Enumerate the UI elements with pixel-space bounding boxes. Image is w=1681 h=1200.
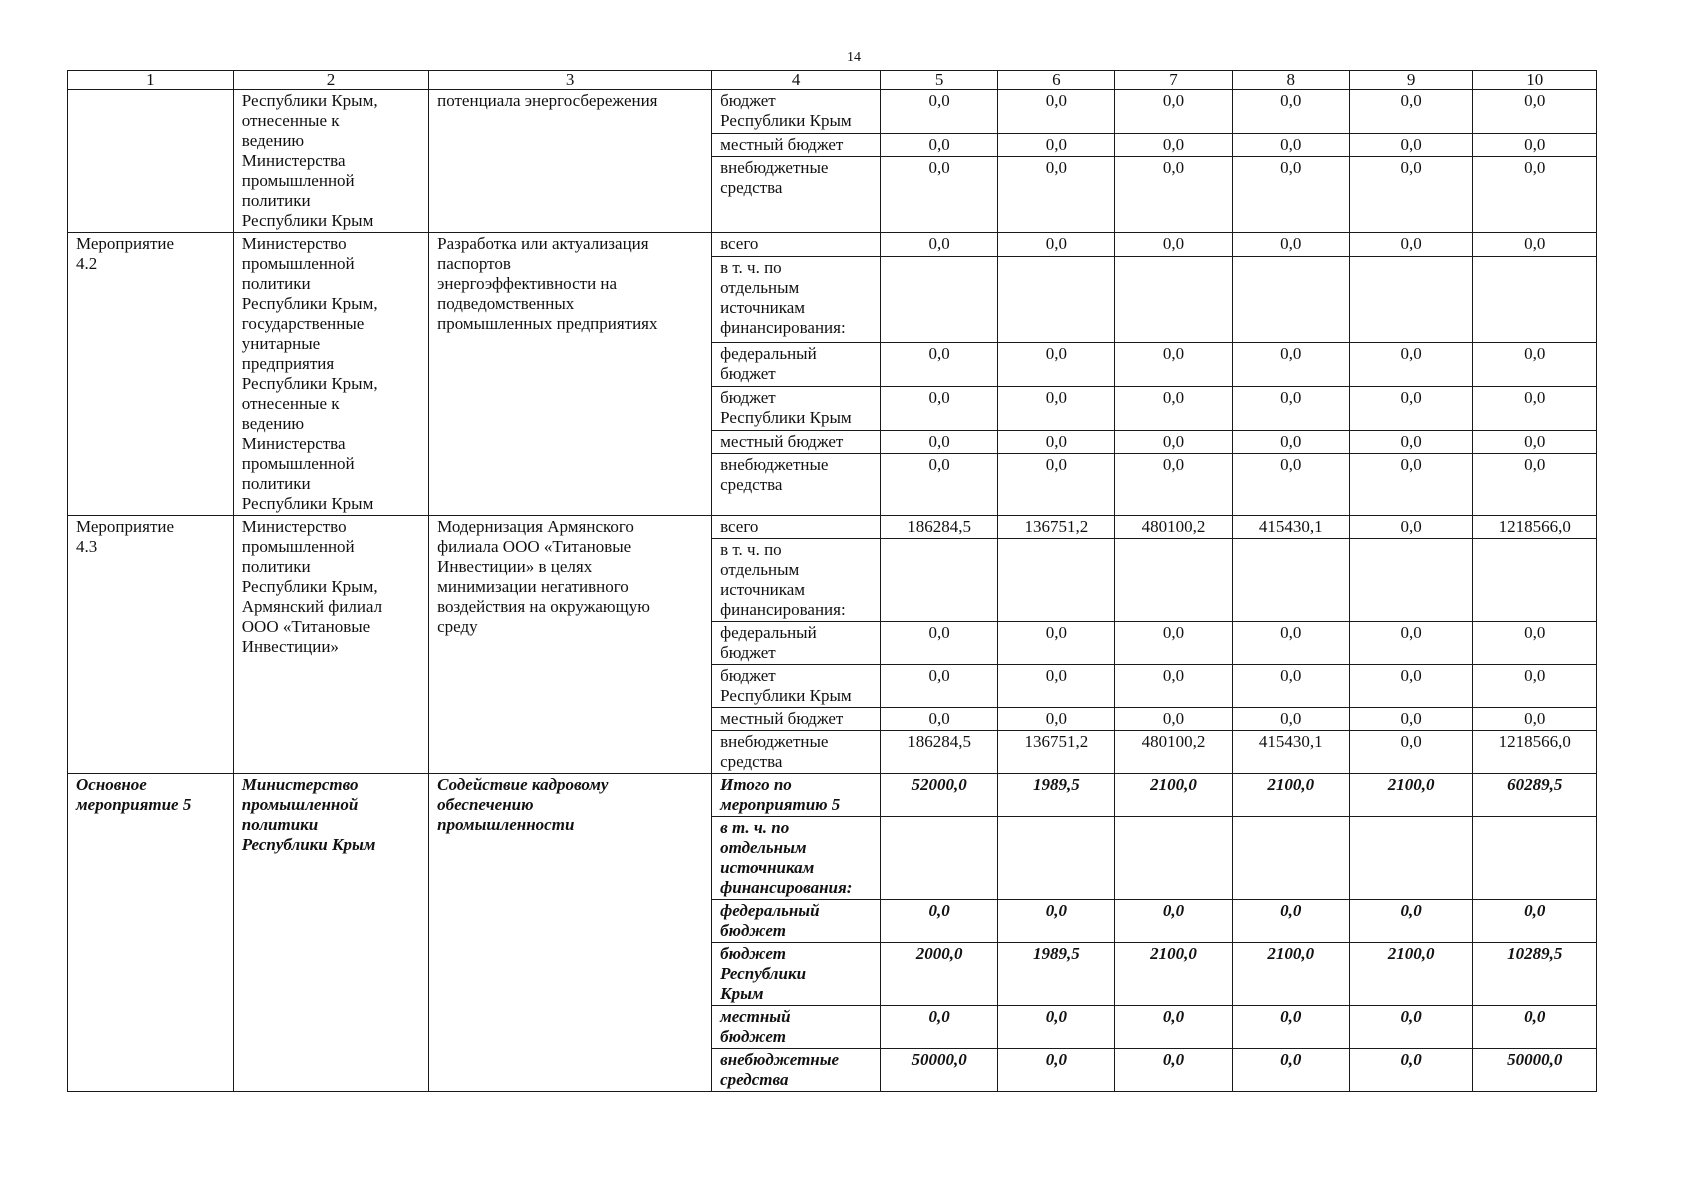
- value-cell: 0,0: [1349, 622, 1473, 665]
- value-cell: 0,0: [1115, 665, 1232, 708]
- table-row: [68, 90, 1597, 134]
- value-cell: [1232, 817, 1349, 900]
- column-header: 4: [712, 71, 881, 90]
- value-cell: 0,0: [1232, 622, 1349, 665]
- executor-cell: Министерство промышленной политики Республики Крым, Армянский филиал ООО «Титановые Инвестиции»: [233, 516, 428, 774]
- value-cell: 0,0: [881, 233, 998, 257]
- value-cell: 0,0: [1232, 233, 1349, 257]
- value-cell: [1473, 817, 1597, 900]
- value-cell: [881, 539, 998, 622]
- value-cell: 0,0: [1232, 386, 1349, 430]
- value-cell: 0,0: [1115, 386, 1232, 430]
- value-cell: 2100,0: [1232, 943, 1349, 1006]
- value-cell: 0,0: [1232, 900, 1349, 943]
- value-cell: [1473, 256, 1597, 342]
- value-cell: 0,0: [998, 1049, 1115, 1092]
- value-cell: [1473, 539, 1597, 622]
- column-header: 10: [1473, 71, 1597, 90]
- value-cell: 0,0: [1473, 430, 1597, 454]
- value-cell: 0,0: [1473, 90, 1597, 134]
- value-cell: 0,0: [881, 430, 998, 454]
- value-cell: 0,0: [1115, 708, 1232, 731]
- value-cell: 0,0: [1232, 133, 1349, 156]
- funding-source-cell: всего: [712, 233, 881, 257]
- value-cell: [1115, 256, 1232, 342]
- value-cell: 50000,0: [881, 1049, 998, 1092]
- column-header: 8: [1232, 71, 1349, 90]
- value-cell: 0,0: [881, 90, 998, 134]
- column-header: 7: [1115, 71, 1232, 90]
- value-cell: 480100,2: [1115, 731, 1232, 774]
- value-cell: 0,0: [881, 1006, 998, 1049]
- value-cell: 0,0: [1232, 1049, 1349, 1092]
- value-cell: [881, 256, 998, 342]
- value-cell: 0,0: [1232, 430, 1349, 454]
- funding-source-cell: в т. ч. по отдельным источникам финансирования:: [712, 539, 881, 622]
- value-cell: 0,0: [1349, 1006, 1473, 1049]
- value-cell: 0,0: [881, 622, 998, 665]
- value-cell: 0,0: [1115, 430, 1232, 454]
- funding-source-cell: федеральный бюджет: [712, 622, 881, 665]
- value-cell: 2100,0: [1349, 774, 1473, 817]
- value-cell: 60289,5: [1473, 774, 1597, 817]
- value-cell: 0,0: [998, 665, 1115, 708]
- value-cell: 0,0: [1349, 900, 1473, 943]
- column-header: 6: [998, 71, 1115, 90]
- value-cell: 2000,0: [881, 943, 998, 1006]
- value-cell: 0,0: [1349, 516, 1473, 539]
- funding-source-cell: Итого по мероприятию 5: [712, 774, 881, 817]
- column-header: 5: [881, 71, 998, 90]
- value-cell: 1218566,0: [1473, 731, 1597, 774]
- value-cell: 0,0: [1349, 342, 1473, 386]
- value-cell: 480100,2: [1115, 516, 1232, 539]
- value-cell: 0,0: [1232, 90, 1349, 134]
- header-row: [68, 71, 1597, 90]
- value-cell: 0,0: [1473, 233, 1597, 257]
- value-cell: 0,0: [1232, 665, 1349, 708]
- value-cell: 0,0: [881, 665, 998, 708]
- value-cell: 0,0: [881, 342, 998, 386]
- executor-cell: Министерство промышленной политики Республики Крым, государственные унитарные предприятия Республики Крым, отнесенные к ведению Министерства промышленной политики Республики Крым: [233, 233, 428, 516]
- value-cell: 0,0: [1115, 1049, 1232, 1092]
- value-cell: 0,0: [881, 386, 998, 430]
- page-number: 14: [847, 50, 861, 65]
- value-cell: 415430,1: [1232, 516, 1349, 539]
- description-cell: Модернизация Армянского филиала ООО «Титановые Инвестиции» в целях минимизации негативного воздействия на окружающую среду: [429, 516, 712, 774]
- funding-source-cell: в т. ч. по отдельным источникам финансирования:: [712, 817, 881, 900]
- value-cell: 0,0: [1349, 386, 1473, 430]
- column-header: 3: [429, 71, 712, 90]
- value-cell: 0,0: [881, 900, 998, 943]
- value-cell: 0,0: [1232, 157, 1349, 233]
- funding-source-cell: бюджет Республики Крым: [712, 943, 881, 1006]
- funding-source-cell: внебюджетные средства: [712, 1049, 881, 1092]
- value-cell: 0,0: [1473, 900, 1597, 943]
- value-cell: 0,0: [998, 157, 1115, 233]
- value-cell: 1989,5: [998, 774, 1115, 817]
- funding-source-cell: местный бюджет: [712, 1006, 881, 1049]
- funding-source-cell: местный бюджет: [712, 430, 881, 454]
- value-cell: 0,0: [1473, 386, 1597, 430]
- value-cell: 0,0: [1349, 157, 1473, 233]
- value-cell: 0,0: [998, 342, 1115, 386]
- value-cell: 0,0: [881, 454, 998, 516]
- value-cell: 0,0: [1349, 430, 1473, 454]
- value-cell: 136751,2: [998, 731, 1115, 774]
- measure-cell: Мероприятие 4.3: [68, 516, 234, 774]
- value-cell: 0,0: [998, 1006, 1115, 1049]
- value-cell: [1232, 539, 1349, 622]
- value-cell: 0,0: [1473, 133, 1597, 156]
- value-cell: [1232, 256, 1349, 342]
- value-cell: 0,0: [881, 708, 998, 731]
- value-cell: 136751,2: [998, 516, 1115, 539]
- column-header: 2: [233, 71, 428, 90]
- value-cell: 2100,0: [1115, 943, 1232, 1006]
- value-cell: 0,0: [998, 90, 1115, 134]
- value-cell: 0,0: [1115, 133, 1232, 156]
- value-cell: 415430,1: [1232, 731, 1349, 774]
- value-cell: 0,0: [881, 133, 998, 156]
- value-cell: 0,0: [1349, 233, 1473, 257]
- funding-source-cell: бюджет Республики Крым: [712, 665, 881, 708]
- value-cell: 0,0: [1473, 157, 1597, 233]
- value-cell: 0,0: [998, 900, 1115, 943]
- value-cell: 0,0: [1115, 90, 1232, 134]
- funding-source-cell: федеральный бюджет: [712, 900, 881, 943]
- value-cell: 52000,0: [881, 774, 998, 817]
- value-cell: 0,0: [1232, 1006, 1349, 1049]
- measure-cell: [68, 90, 234, 233]
- value-cell: 0,0: [998, 622, 1115, 665]
- funding-source-cell: федеральный бюджет: [712, 342, 881, 386]
- value-cell: 0,0: [1473, 665, 1597, 708]
- funding-source-cell: всего: [712, 516, 881, 539]
- description-cell: Разработка или актуализация паспортов энергоэффективности на подведомственных промышленных предприятиях: [429, 233, 712, 516]
- value-cell: 50000,0: [1473, 1049, 1597, 1092]
- funding-source-cell: местный бюджет: [712, 708, 881, 731]
- value-cell: 0,0: [1349, 90, 1473, 134]
- value-cell: 0,0: [1349, 665, 1473, 708]
- measure-cell: Мероприятие 4.2: [68, 233, 234, 516]
- description-cell: потенциала энергосбережения: [429, 90, 712, 233]
- value-cell: 0,0: [998, 454, 1115, 516]
- value-cell: [1115, 817, 1232, 900]
- description-cell: Содействие кадровому обеспечению промышленности: [429, 774, 712, 1092]
- value-cell: [998, 256, 1115, 342]
- funding-source-cell: внебюджетные средства: [712, 454, 881, 516]
- funding-source-cell: в т. ч. по отдельным источникам финансирования:: [712, 256, 881, 342]
- value-cell: 0,0: [998, 133, 1115, 156]
- value-cell: 0,0: [1115, 1006, 1232, 1049]
- table-row: [68, 516, 1597, 539]
- value-cell: 186284,5: [881, 731, 998, 774]
- value-cell: 0,0: [998, 233, 1115, 257]
- executor-cell: Республики Крым, отнесенные к ведению Министерства промышленной политики Республики Крым: [233, 90, 428, 233]
- value-cell: 0,0: [998, 386, 1115, 430]
- funding-source-cell: внебюджетные средства: [712, 731, 881, 774]
- table-body: [68, 90, 1597, 1092]
- value-cell: 0,0: [1349, 454, 1473, 516]
- value-cell: 0,0: [1115, 157, 1232, 233]
- value-cell: 0,0: [1473, 708, 1597, 731]
- funding-source-cell: внебюджетные средства: [712, 157, 881, 233]
- value-cell: 0,0: [1473, 454, 1597, 516]
- value-cell: 0,0: [881, 157, 998, 233]
- budget-table: [67, 70, 1597, 1092]
- value-cell: [1115, 539, 1232, 622]
- value-cell: 0,0: [1232, 708, 1349, 731]
- value-cell: [1349, 539, 1473, 622]
- value-cell: 0,0: [1349, 1049, 1473, 1092]
- value-cell: 2100,0: [1115, 774, 1232, 817]
- value-cell: 2100,0: [1232, 774, 1349, 817]
- value-cell: [1349, 817, 1473, 900]
- value-cell: 0,0: [1115, 900, 1232, 943]
- value-cell: 0,0: [1473, 342, 1597, 386]
- value-cell: 0,0: [1232, 342, 1349, 386]
- measure-cell: Основное мероприятие 5: [68, 774, 234, 1092]
- value-cell: 1989,5: [998, 943, 1115, 1006]
- executor-cell: Министерство промышленной политики Республики Крым: [233, 774, 428, 1092]
- value-cell: [998, 539, 1115, 622]
- value-cell: 0,0: [1115, 233, 1232, 257]
- table-row: [68, 774, 1597, 817]
- value-cell: 0,0: [1115, 342, 1232, 386]
- value-cell: 0,0: [1349, 133, 1473, 156]
- value-cell: [881, 817, 998, 900]
- value-cell: 0,0: [1115, 454, 1232, 516]
- value-cell: 0,0: [1473, 622, 1597, 665]
- value-cell: 0,0: [1349, 708, 1473, 731]
- value-cell: [1349, 256, 1473, 342]
- funding-source-cell: бюджет Республики Крым: [712, 386, 881, 430]
- funding-source-cell: бюджет Республики Крым: [712, 90, 881, 134]
- table-row: [68, 233, 1597, 257]
- column-header: 9: [1349, 71, 1473, 90]
- value-cell: 2100,0: [1349, 943, 1473, 1006]
- value-cell: 10289,5: [1473, 943, 1597, 1006]
- value-cell: 186284,5: [881, 516, 998, 539]
- value-cell: 0,0: [1232, 454, 1349, 516]
- value-cell: 0,0: [1115, 622, 1232, 665]
- value-cell: 0,0: [998, 708, 1115, 731]
- value-cell: 0,0: [1473, 1006, 1597, 1049]
- value-cell: [998, 817, 1115, 900]
- funding-source-cell: местный бюджет: [712, 133, 881, 156]
- column-header: 1: [68, 71, 234, 90]
- value-cell: 0,0: [1349, 731, 1473, 774]
- value-cell: 1218566,0: [1473, 516, 1597, 539]
- value-cell: 0,0: [998, 430, 1115, 454]
